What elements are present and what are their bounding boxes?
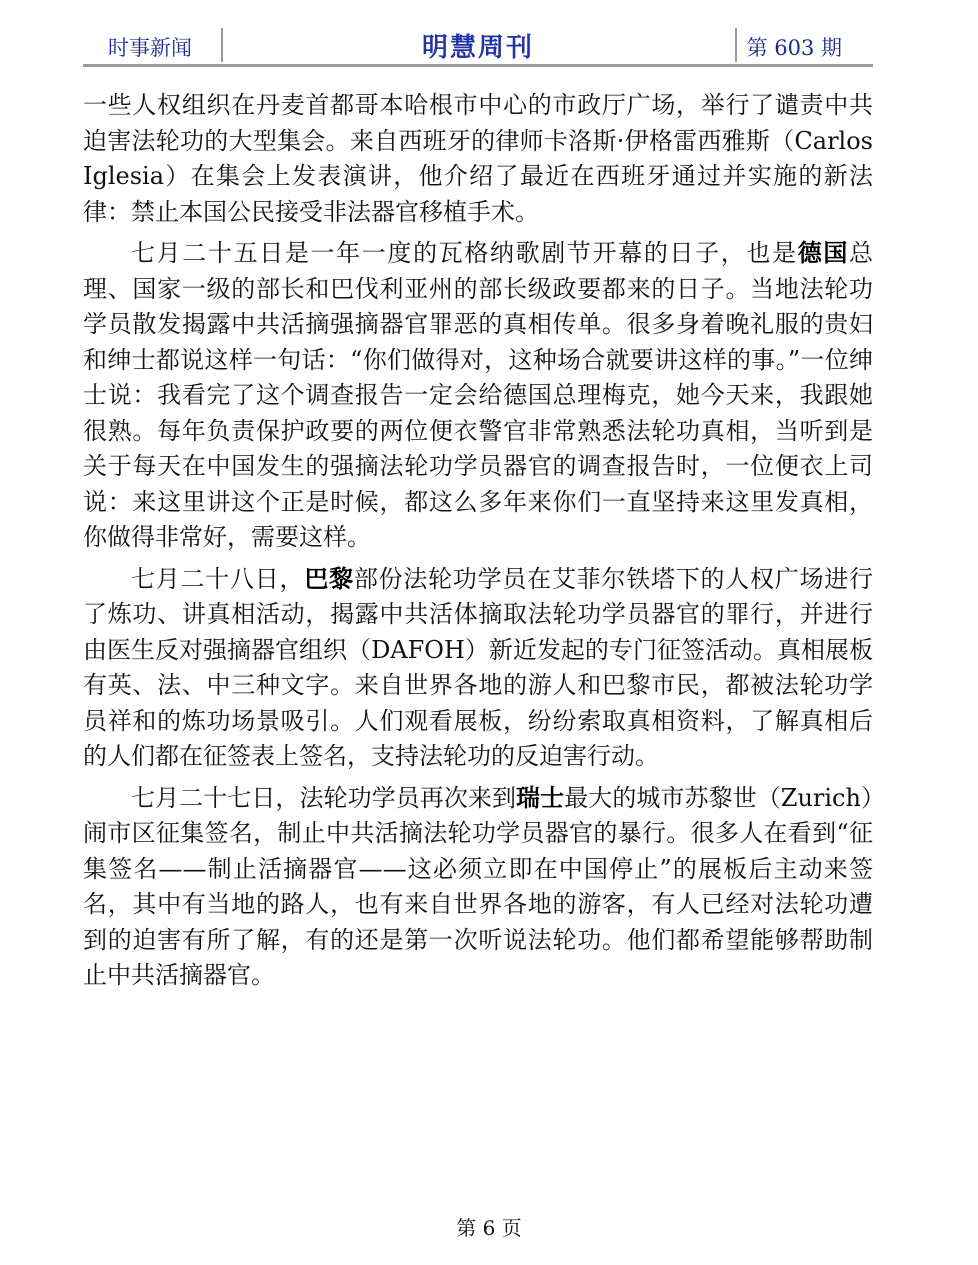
keyword-switzerland: 瑞士: [516, 783, 565, 812]
paragraph-text-after: 总理、国家一级的部长和巴伐利亚州的部长级政要都来的日子。当地法轮功学员散发揭露中共活摘强摘器官罪恶的真相传单。很多身着晚礼服的贵妇和绅士都说这样一句话：“你们做得对，这种场合就要讲这样的事。”一位绅士说：我看完了这个调查报告一定会给德国总理梅克，她今天来，我跟她很熟。每年负责保护政要的两位便衣警官非常熟悉法轮功真相，当听到是关于每天在中国发生的强摘法轮功学员器官的调查报告时，一位便衣上司说：来这里讲这个正是时候，都这么多年来你们一直坚持来这里发真相，你做得非常好，需要这样。: [83, 239, 874, 551]
paragraph-paris: [83, 562, 873, 775]
page-header: [83, 24, 873, 66]
header-rule: [83, 64, 873, 67]
paragraph-text-after: 部份法轮功学员在艾菲尔铁塔下的人权广场进行了炼功、讲真相活动，揭露中共活体摘取法轮功学员器官的罪行，并进行由医生反对强摘器官组织（DAFOH）新近发起的专门征签活动。真相展板有英、法、中三种文字。来自世界各地的游人和巴黎市民，都被法轮功学员祥和的炼功场景吸引。人们观看展板，纷纷索取真相资料，了解真相后的人们都在征签表上签名，支持法轮功的反迫害行动。: [83, 564, 874, 770]
paragraph-text-before: 七月二十七日，法轮功学员再次来到: [131, 783, 517, 812]
paragraph-text: 一些人权组织在丹麦首都哥本哈根市中心的市政厅广场，举行了谴责中共迫害法轮功的大型集会。来自西班牙的律师卡洛斯·伊格雷西雅斯（Carlos Iglesia）在集会上发表演讲，他介绍了最近在西班牙通过并实施的新法律：禁止本国公民接受非法器官移植手术。: [83, 91, 873, 226]
paragraph-text-before: 七月二十八日，: [131, 564, 305, 593]
paragraph-germany: [83, 236, 873, 556]
keyword-paris: 巴黎: [304, 564, 354, 593]
paragraph-text-before: 七月二十五日是一年一度的瓦格纳歌剧节开幕的日子，也是: [131, 239, 798, 267]
keyword-germany: 德国: [797, 239, 850, 267]
paragraph-switzerland: [83, 781, 873, 994]
paragraph-text-after: 最大的城市苏黎世（Zurich）闹市区征集签名，制止中共活摘法轮功学员器官的暴行。很多人在看到“征集签名——制止活摘器官——这必须立即在中国停止”的展板后主动来签名，其中有当地的路人，也有来自世界各地的游客，有人已经对法轮功遭到的迫害有所了解，有的还是第一次听说法轮功。他们都希望能够帮助制止中共活摘器官。: [83, 783, 874, 989]
page-number: 第 6 页: [456, 1216, 522, 1240]
header-divider-right: [735, 28, 737, 62]
article-body: [83, 88, 873, 1000]
paragraph-copenhagen: [83, 88, 873, 230]
publication-title: 明慧周刊: [421, 33, 534, 63]
section-label: 时事新闻: [108, 36, 192, 60]
issue-number: 第 603 期: [746, 36, 842, 60]
